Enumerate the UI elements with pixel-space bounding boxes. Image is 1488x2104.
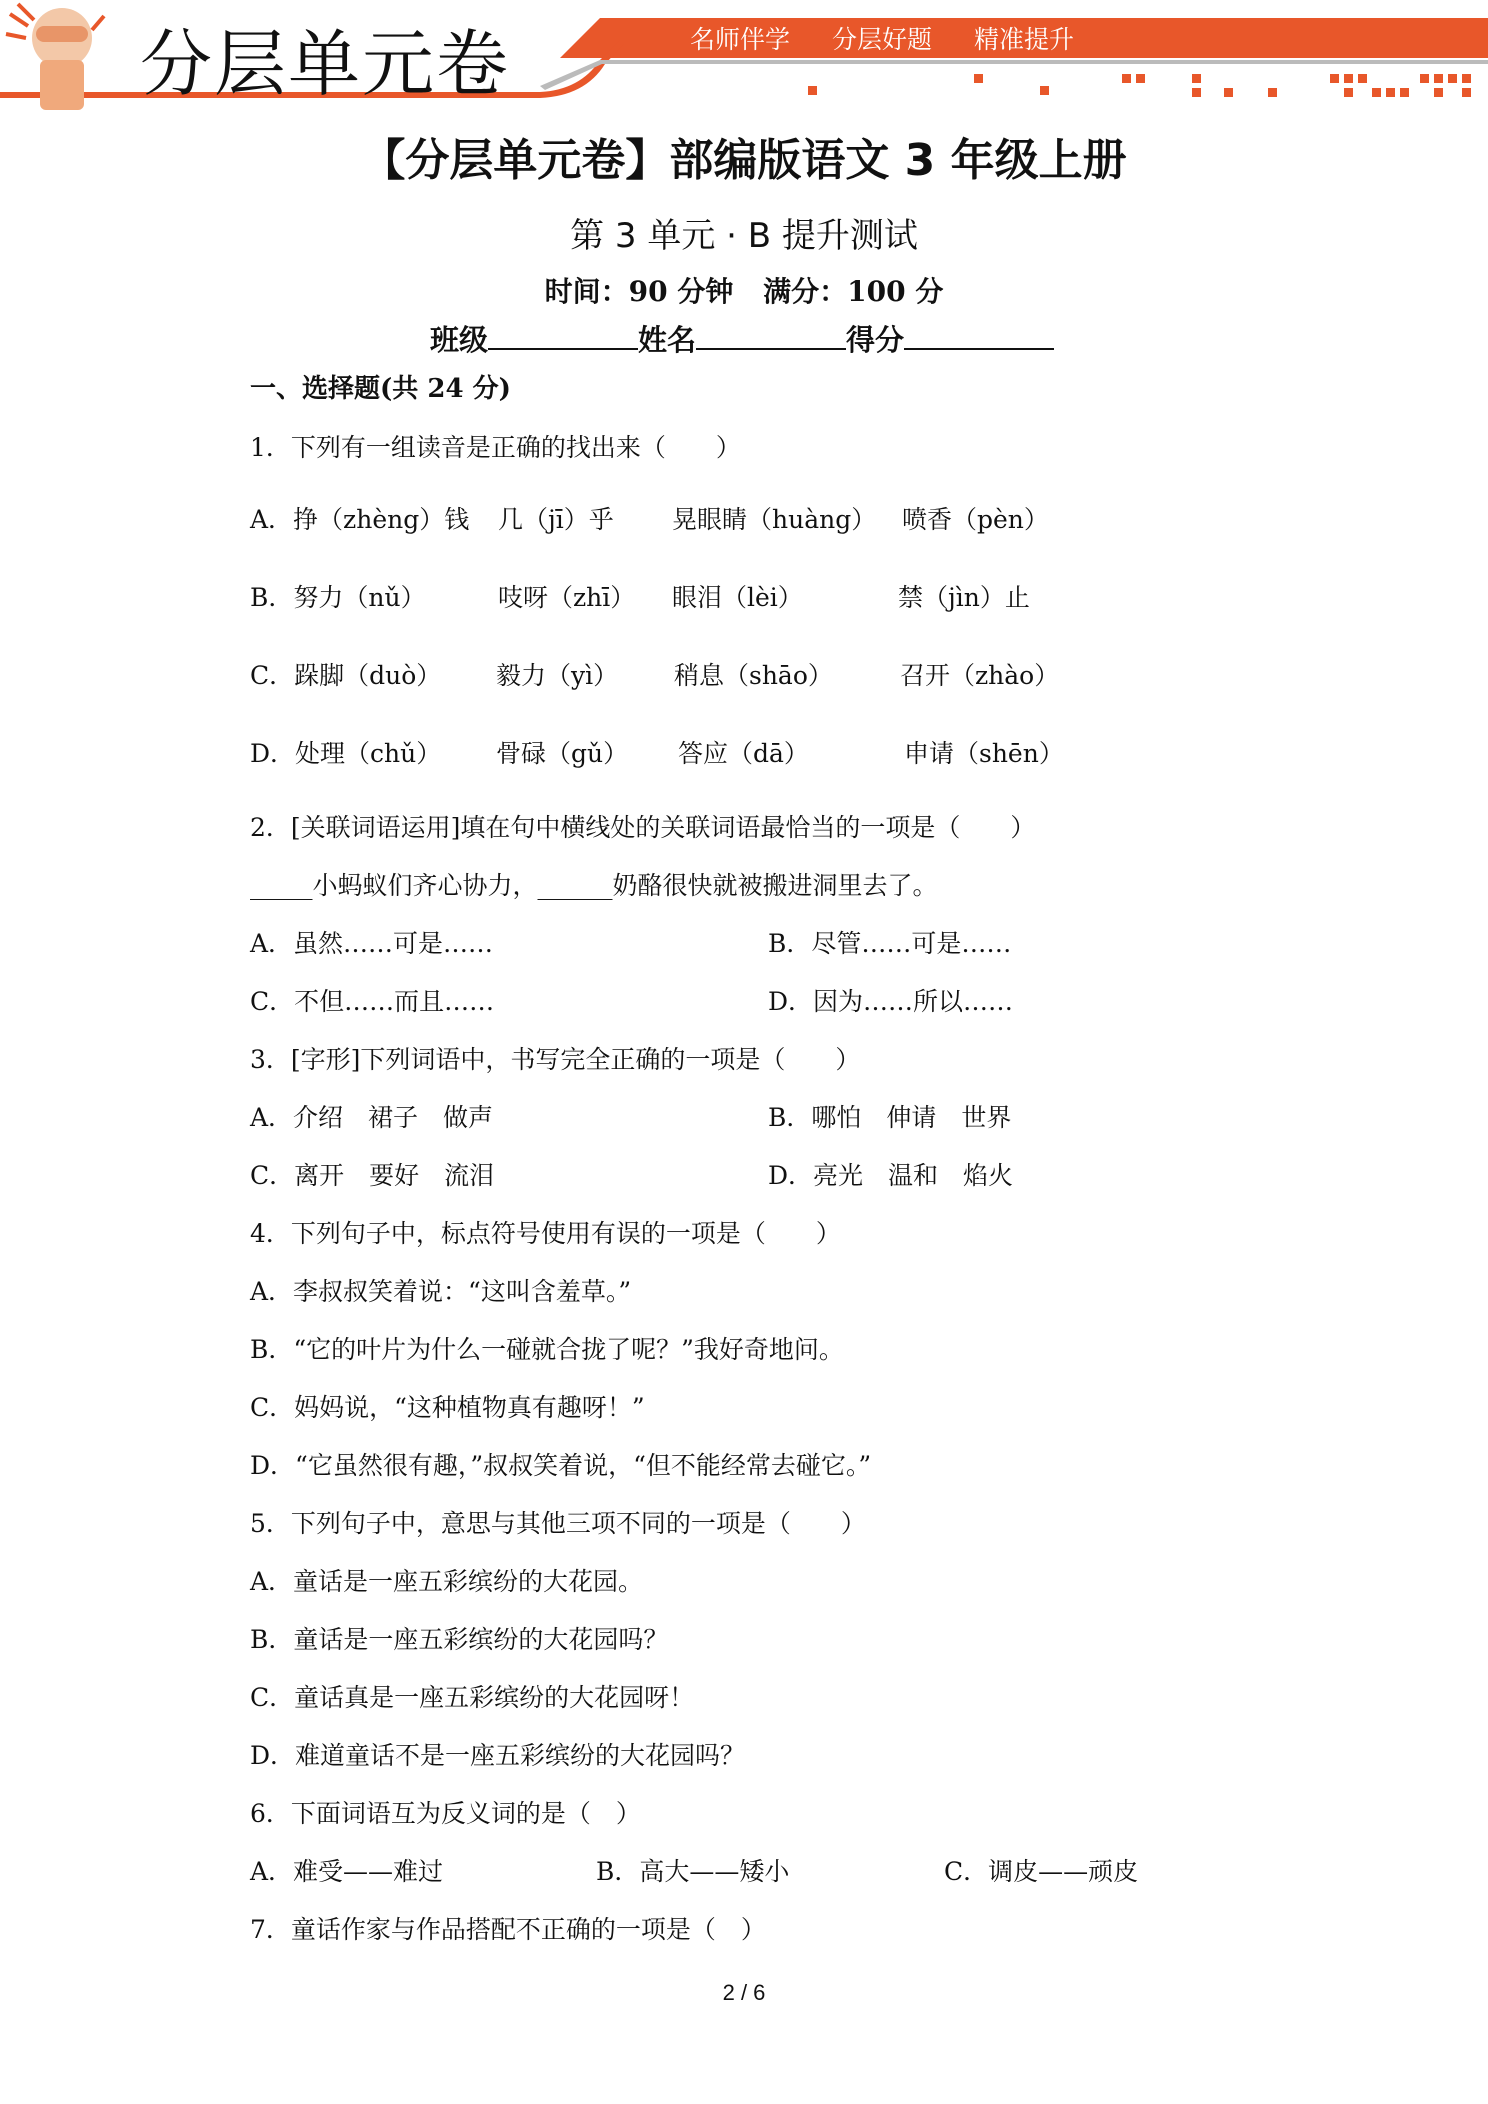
class-label: 班级 <box>430 323 489 357</box>
q2-stem: 2．[关联词语运用]填在句中横线处的关联词语最恰当的一项是（ ） <box>250 813 1036 842</box>
q1-b1: B．努力（nǔ） <box>250 583 426 612</box>
q1-c1: C．跺脚（duò） <box>250 661 442 690</box>
q2-option-a: A．虽然……可是…… <box>250 929 494 958</box>
q1-d1: D．处理（chǔ） <box>250 739 442 768</box>
q1-c3: 稍息（shāo） <box>674 661 833 690</box>
q5-stem: 5．下列句子中，意思与其他三项不同的一项是（ ） <box>250 1509 866 1538</box>
q5-option-a: A．童话是一座五彩缤纷的大花园。 <box>250 1567 644 1596</box>
q3-option-d: D．亮光 温和 焰火 <box>768 1161 1014 1190</box>
q2-option-d: D．因为……所以…… <box>768 987 1014 1016</box>
name-blank[interactable] <box>696 320 846 350</box>
q1-a3: 晃眼睛（huàng） <box>672 505 877 534</box>
q1-b4: 禁（jìn）止 <box>898 583 1030 612</box>
exam-meta <box>0 270 1488 310</box>
score-blank[interactable] <box>904 320 1054 350</box>
q1-d4: 申请（shēn） <box>904 739 1064 768</box>
q5-option-c: C．童话真是一座五彩缤纷的大花园呀！ <box>250 1683 695 1712</box>
q3-option-a: A．介绍 裙子 做声 <box>250 1103 494 1132</box>
score-label: 得分 <box>846 323 905 357</box>
q4-option-a: A．李叔叔笑着说：“这叫含羞草。” <box>250 1277 632 1306</box>
q1-a4: 喷香（pèn） <box>902 505 1049 534</box>
slogan-bar <box>690 20 1098 56</box>
q2-sentence: _____小蚂蚁们齐心协力，______奶酪很快就被搬进洞里去了。 <box>250 871 938 900</box>
q1-b2: 吱呀（zhī） <box>498 583 636 612</box>
slogan-3: 精准提升 <box>973 25 1074 54</box>
q3-option-b: B．哪怕 伸请 世界 <box>768 1103 1012 1132</box>
q4-stem: 4．下列句子中，标点符号使用有误的一项是（ ） <box>250 1219 841 1248</box>
q1-c4: 召开（zhào） <box>900 661 1060 690</box>
exam-time: 时间：90 分钟 <box>544 275 734 308</box>
name-label: 姓名 <box>638 323 697 357</box>
q2-option-b: B．尽管……可是…… <box>768 929 1012 958</box>
q1-a2: 几（jī）乎 <box>498 505 614 534</box>
q6-option-a: A．难受——难过 <box>250 1857 444 1886</box>
q6-option-b: B．高大——矮小 <box>596 1857 790 1886</box>
q1-c2: 毅力（yì） <box>496 661 619 690</box>
q1-d3: 答应（dā） <box>678 739 809 768</box>
q1-d2: 骨碌（gǔ） <box>496 739 629 768</box>
q5-option-b: B．童话是一座五彩缤纷的大花园吗？ <box>250 1625 669 1654</box>
q4-option-c: C．妈妈说，“这种植物真有趣呀！” <box>250 1393 645 1422</box>
page-subtitle: 第 3 单元 · B 提升测试 <box>570 216 918 256</box>
q1-a1: A．挣（zhèng）钱 <box>250 505 470 534</box>
q7-stem: 7．童话作家与作品搭配不正确的一项是（ ） <box>250 1915 766 1944</box>
q3-stem: 3．[字形]下列词语中，书写完全正确的一项是（ ） <box>250 1045 861 1074</box>
student-fields <box>430 318 1054 359</box>
q6-stem: 6．下面词语互为反义词的是（ ） <box>250 1799 641 1828</box>
brand-title: 分层单元卷 <box>140 22 511 106</box>
slogan-2: 分层好题 <box>831 25 932 54</box>
q1-stem: 1．下列有一组读音是正确的找出来（ ） <box>250 433 741 462</box>
q3-option-c: C．离开 要好 流泪 <box>250 1161 495 1190</box>
q2-option-c: C．不但……而且…… <box>250 987 495 1016</box>
exam-score: 满分：100 分 <box>763 275 944 308</box>
q6-option-c: C．调皮——顽皮 <box>944 1857 1139 1886</box>
q4-option-b: B．“它的叶片为什么一碰就合拢了呢？”我好奇地问。 <box>250 1335 844 1364</box>
q1-b3: 眼泪（lèi） <box>672 583 803 612</box>
q4-option-d: D．“它虽然很有趣，”叔叔笑着说，“但不能经常去碰它。” <box>250 1451 872 1480</box>
page-title: 【分层单元卷】部编版语文 3 年级上册 <box>361 135 1127 186</box>
slogan-1: 名师伴学 <box>690 25 791 54</box>
section-heading: 一、选择题(共 24 分) <box>250 374 511 404</box>
class-blank[interactable] <box>488 320 638 350</box>
header-banner <box>0 0 1488 120</box>
q5-option-d: D．难道童话不是一座五彩缤纷的大花园吗？ <box>250 1741 746 1770</box>
page-number: 2 / 6 <box>722 1980 766 2005</box>
